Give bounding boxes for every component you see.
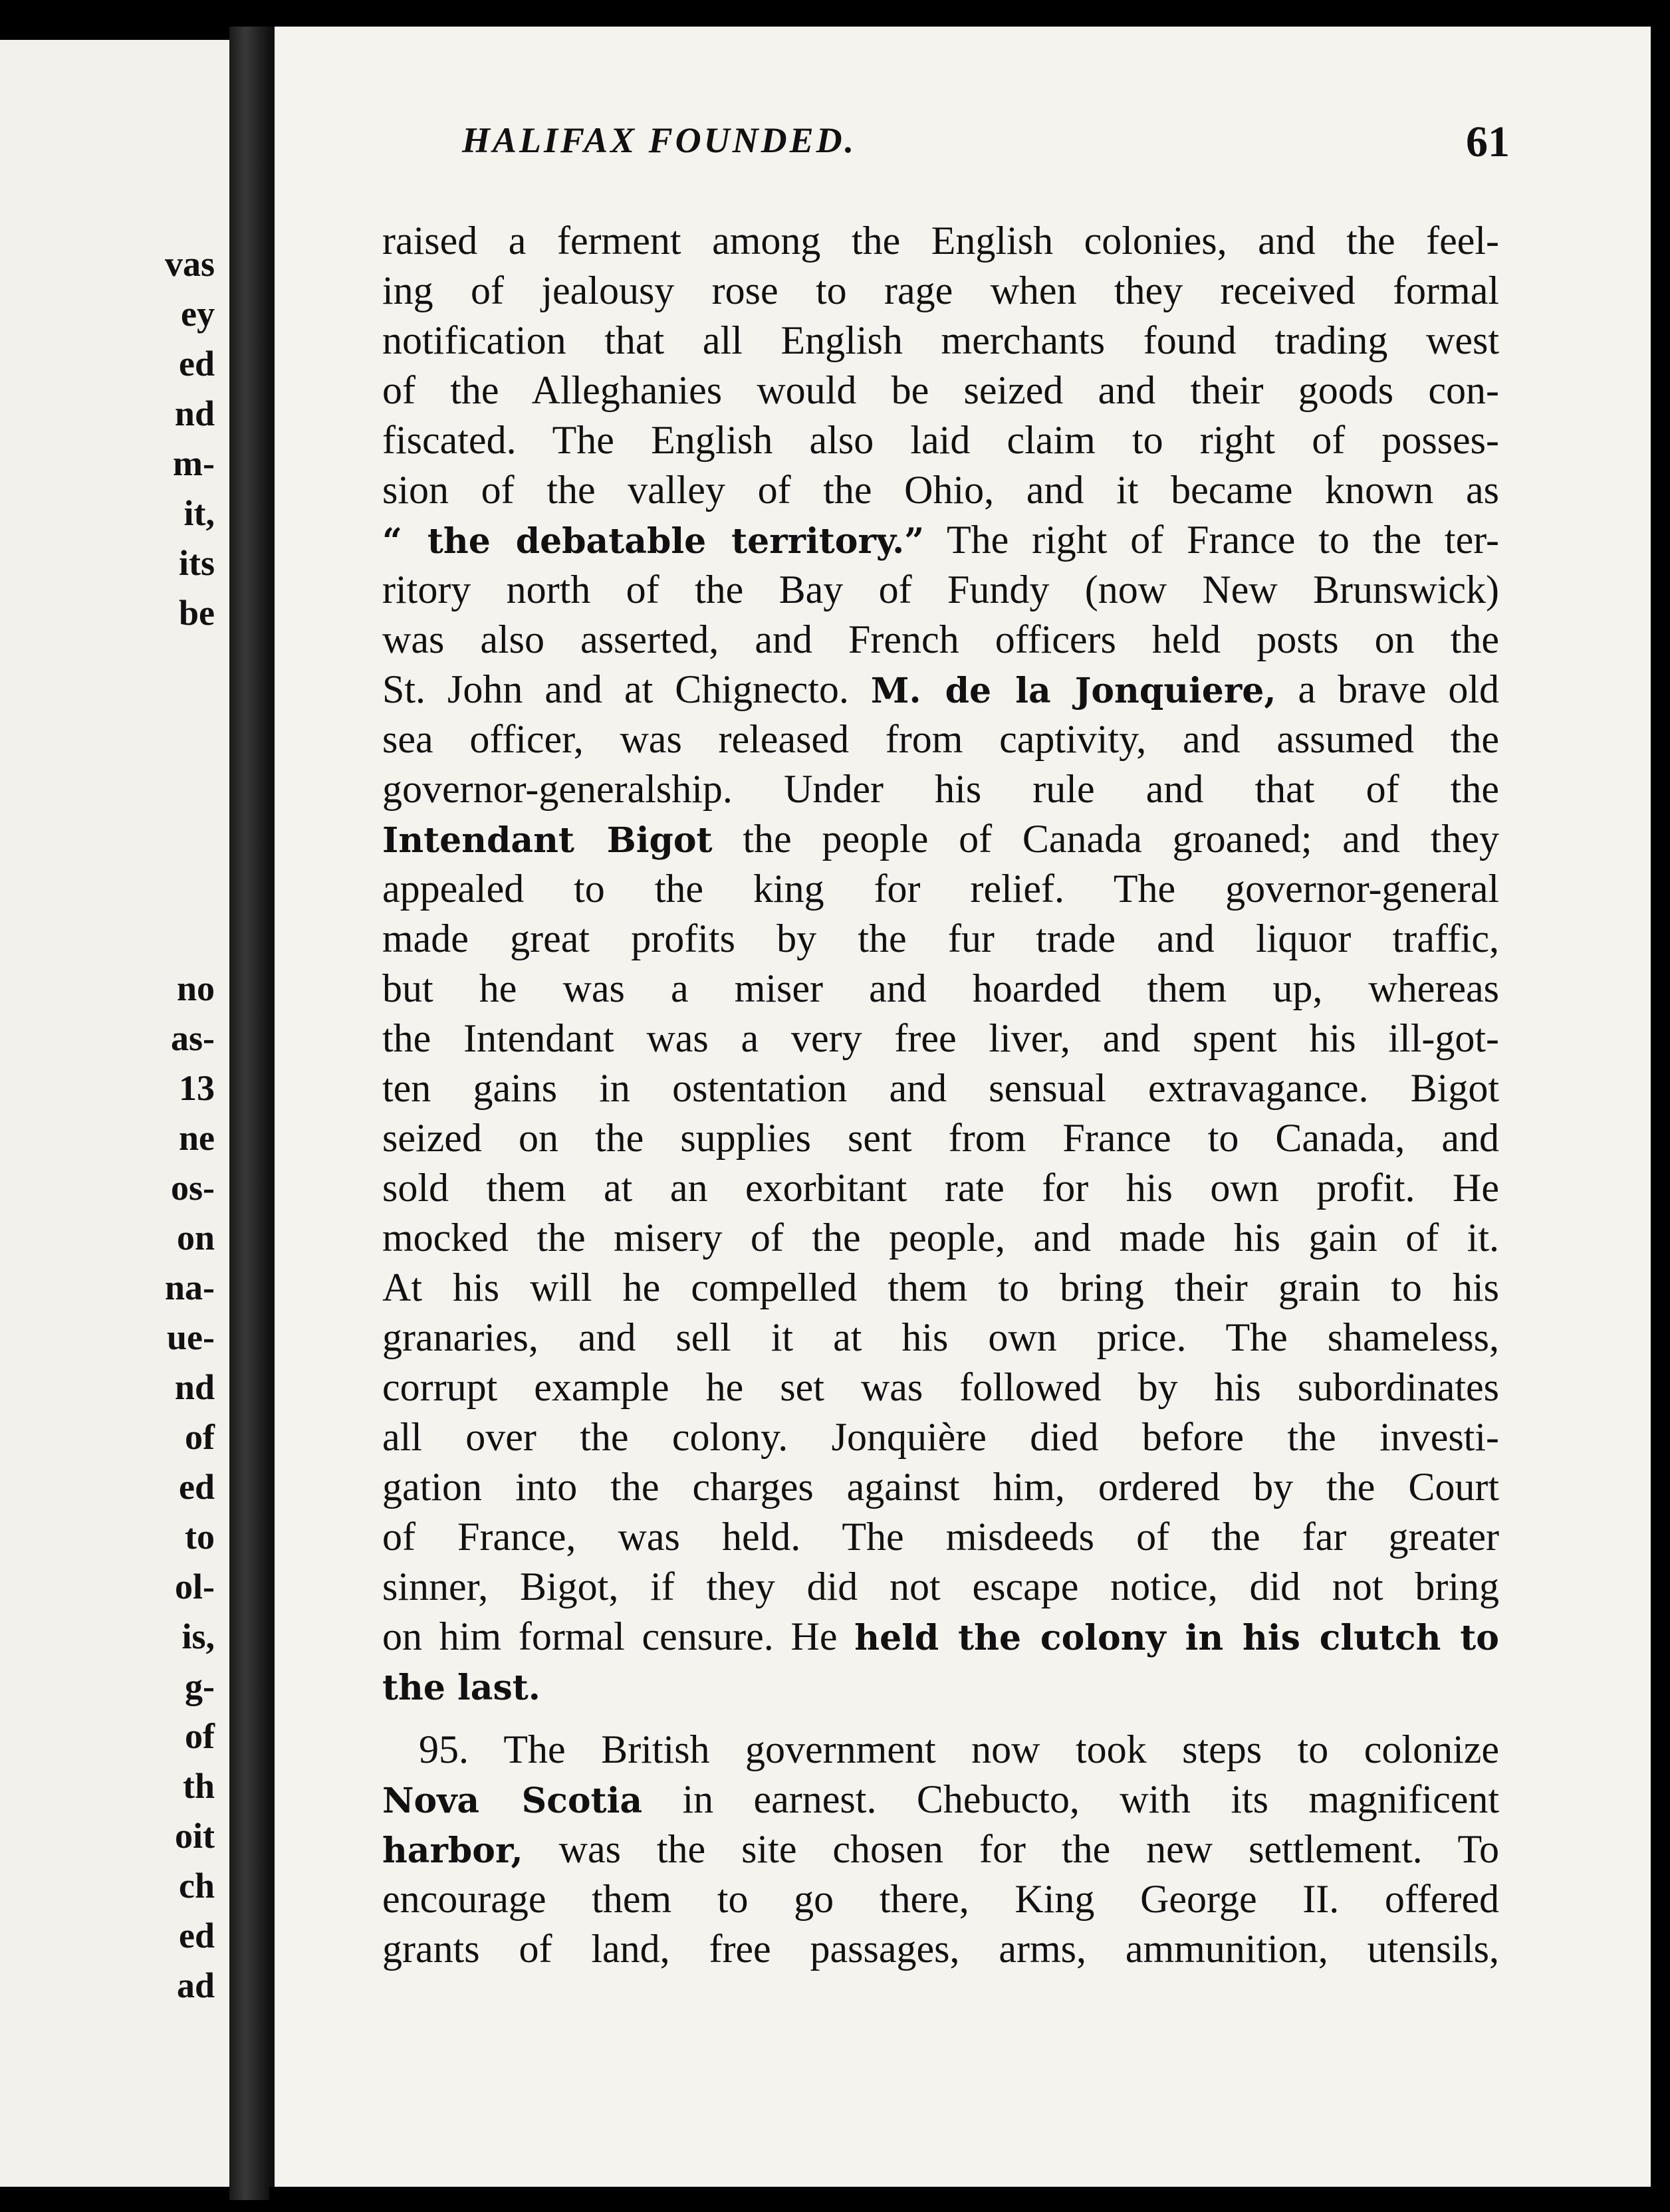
text-segment: raised a ferment among the English colonies, and the feel- <box>382 219 1499 263</box>
bold-phrase: harbor, <box>382 1830 523 1871</box>
text-line <box>382 266 1499 316</box>
facing-page-fragment: g- <box>185 1666 215 1706</box>
facing-page-fragment: ch <box>179 1866 215 1906</box>
text-line <box>382 764 1499 814</box>
text-segment: the Intendant was a very free liver, and spent his ill-got- <box>382 1016 1499 1060</box>
text-segment: appealed to the king for relief. The governor-general <box>382 867 1499 911</box>
facing-page-fragment: na- <box>164 1268 215 1307</box>
facing-page-fragment: no <box>176 968 215 1008</box>
facing-page-fragment: vas <box>164 244 215 284</box>
body-text <box>382 216 1499 1974</box>
text-segment: At his will he compelled them to bring their grain to his <box>382 1266 1499 1309</box>
text-segment: governor-generalship. Under his rule and that of the <box>382 767 1499 811</box>
text-segment: in earnest. Chebucto, with its magnificent <box>642 1777 1500 1821</box>
facing-page-fragment: its <box>179 543 215 583</box>
text-segment: sold them at an exorbitant rate for his own profit. He <box>382 1166 1499 1210</box>
text-segment: ing of jealousy rose to rage when they received formal <box>382 269 1499 312</box>
text-segment: was the site chosen for the new settlement. To <box>523 1827 1499 1871</box>
facing-page-edge <box>0 40 233 2187</box>
facing-page-fragment: ed <box>179 1916 215 1955</box>
facing-page-fragment: on <box>176 1218 215 1258</box>
facing-page-fragment: ne <box>179 1118 215 1158</box>
text-line <box>382 1213 1499 1263</box>
facing-page-fragment: as- <box>171 1018 215 1058</box>
text-segment: The right of France to the ter- <box>924 518 1499 562</box>
text-line <box>382 1775 1499 1825</box>
facing-page-fragment: of <box>185 1417 215 1457</box>
text-line <box>382 1363 1499 1412</box>
text-segment: the people of Canada groaned; and they <box>712 817 1500 861</box>
text-line <box>382 814 1499 864</box>
running-head: HALIFAX FOUNDED. <box>462 120 857 160</box>
text-line <box>382 216 1499 266</box>
text-segment: sinner, Bigot, if they did not escape notice, did not bring <box>382 1565 1499 1608</box>
facing-page-fragment: ol- <box>175 1567 215 1606</box>
text-segment: gation into the charges against him, ordered by the Court <box>382 1465 1499 1509</box>
bold-phrase: held the colony in his clutch to <box>854 1618 1499 1658</box>
facing-page-fragment: ue- <box>167 1317 215 1357</box>
text-segment: corrupt example he set was followed by his subordinates <box>382 1365 1499 1409</box>
text-line <box>382 1725 1499 1775</box>
facing-page-fragment: nd <box>174 393 215 433</box>
text-line <box>382 1612 1499 1662</box>
text-segment: a brave old <box>1276 667 1499 711</box>
bold-phrase: the last. <box>382 1668 540 1708</box>
text-line <box>382 914 1499 964</box>
text-segment: mocked the misery of the people, and made his gain of it. <box>382 1216 1499 1260</box>
bold-phrase: Intendant Bigot <box>382 820 713 861</box>
facing-page-fragment: th <box>182 1766 215 1806</box>
facing-page-fragment: be <box>179 593 215 633</box>
text-line <box>382 1462 1499 1512</box>
text-segment: on him formal censure. He <box>382 1614 855 1658</box>
facing-page-fragment: oit <box>175 1816 215 1856</box>
facing-page-fragment: os- <box>171 1168 215 1208</box>
facing-page-fragment: nd <box>174 1367 215 1407</box>
text-segment: but he was a miser and hoarded them up, whereas <box>382 966 1499 1010</box>
facing-page-fragment: ed <box>179 1467 215 1507</box>
text-line <box>382 964 1499 1014</box>
bold-phrase: Nova Scotia <box>382 1781 643 1821</box>
text-line <box>382 465 1499 515</box>
text-line <box>382 1113 1499 1163</box>
text-line <box>382 1562 1499 1612</box>
text-segment: grants of land, free passages, arms, ammunition, utensils, <box>382 1927 1499 1971</box>
text-line <box>382 565 1499 615</box>
text-line <box>382 1412 1499 1462</box>
text-line <box>382 1662 1499 1712</box>
text-line <box>382 1014 1499 1063</box>
text-segment: St. John and at Chignecto. <box>382 667 871 711</box>
text-segment: sea officer, was released from captivity, and assumed the <box>382 717 1499 761</box>
text-line <box>382 665 1499 715</box>
text-segment: seized on the supplies sent from France to Canada, and <box>382 1116 1499 1160</box>
facing-page-fragment: ad <box>176 1965 215 2005</box>
facing-page-fragment: to <box>185 1517 215 1557</box>
facing-page-fragment: of <box>185 1716 215 1756</box>
text-segment: 95. The British government now took steps to colonize <box>419 1727 1499 1771</box>
text-segment: encourage them to go there, King George II. offered <box>382 1877 1499 1921</box>
book-gutter <box>229 27 269 2200</box>
text-line <box>382 1163 1499 1213</box>
text-line <box>382 1063 1499 1113</box>
text-line <box>382 1924 1499 1974</box>
facing-page-fragment: m- <box>173 443 215 483</box>
text-line <box>382 715 1499 764</box>
text-segment: granaries, and sell it at his own price. The shameless, <box>382 1315 1499 1359</box>
text-segment: of the Alleghanies would be seized and their goods con- <box>382 368 1499 412</box>
text-line <box>382 415 1499 465</box>
text-line <box>382 864 1499 914</box>
bold-phrase: “ the debatable territory.” <box>382 521 925 562</box>
text-line <box>382 316 1499 366</box>
text-segment: fiscated. The English also laid claim to right of posses- <box>382 418 1499 462</box>
facing-page-fragment: 13 <box>179 1068 215 1108</box>
text-segment: was also asserted, and French officers held posts on the <box>382 617 1499 661</box>
text-segment: all over the colony. Jonquière died before the investi- <box>382 1415 1499 1459</box>
text-line <box>382 1825 1499 1874</box>
text-segment: sion of the valley of the Ohio, and it became known as <box>382 468 1499 512</box>
text-line <box>382 1313 1499 1363</box>
page-number: 61 <box>1466 118 1510 166</box>
text-line <box>382 1512 1499 1562</box>
facing-page-fragment: it, <box>183 493 215 533</box>
text-segment: ten gains in ostentation and sensual extravagance. Bigot <box>382 1066 1499 1110</box>
text-line <box>382 1874 1499 1924</box>
facing-page-fragment: is, <box>181 1616 215 1656</box>
facing-page-fragment: ey <box>181 294 215 334</box>
text-line <box>382 1263 1499 1313</box>
text-line <box>382 515 1499 565</box>
text-segment: made great profits by the fur trade and liquor traffic, <box>382 917 1499 960</box>
text-line <box>382 615 1499 665</box>
text-segment: notification that all English merchants found trading west <box>382 318 1499 362</box>
text-line <box>382 366 1499 415</box>
text-segment: of France, was held. The misdeeds of the far greater <box>382 1515 1499 1559</box>
text-segment: ritory north of the Bay of Fundy (now New Brunswick) <box>382 568 1499 611</box>
facing-page-fragment: ed <box>179 344 215 384</box>
bold-phrase: M. de la Jonquiere, <box>870 671 1276 711</box>
